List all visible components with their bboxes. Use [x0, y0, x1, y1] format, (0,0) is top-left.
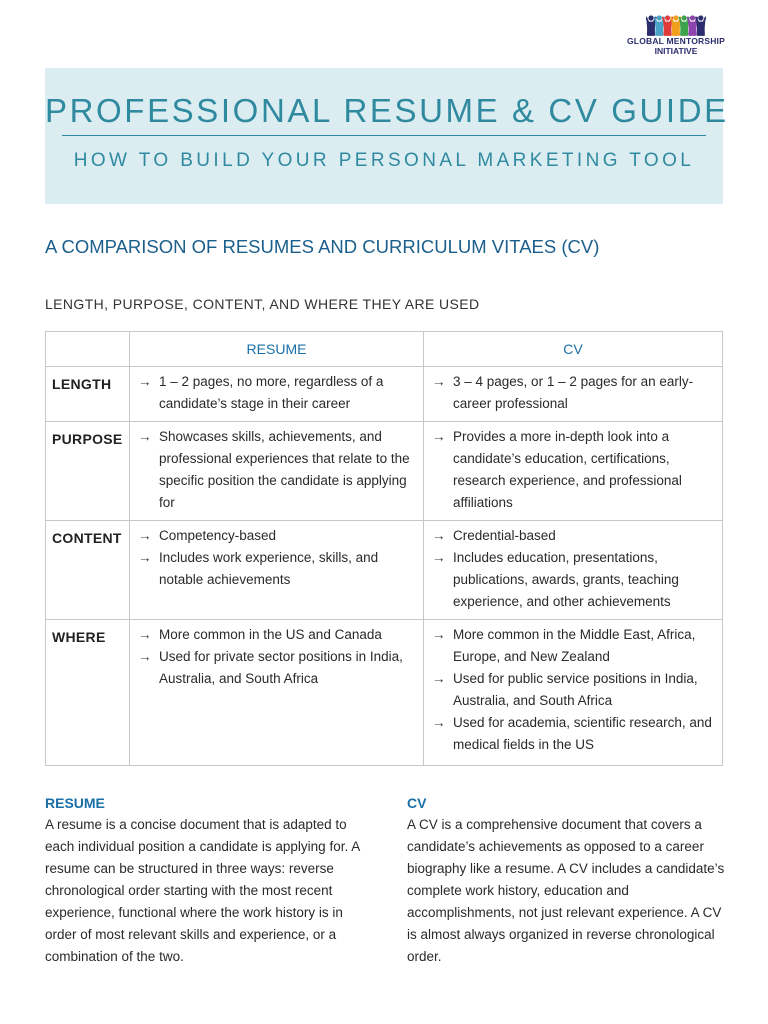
arrow-right-icon: →: [432, 627, 446, 642]
arrow-right-icon: →: [432, 715, 446, 730]
bullet-item: [136, 547, 417, 591]
resume-cell: [130, 521, 424, 620]
page-subtitle: HOW TO BUILD YOUR PERSONAL MARKETING TOOL: [73, 150, 695, 171]
header-empty-cell: [46, 332, 130, 367]
row-label: PURPOSE: [46, 422, 130, 521]
bullet-item: [136, 426, 417, 514]
arrow-right-icon: →: [432, 550, 446, 565]
bullet-text: Includes education, presentations, publications, awards, grants, teaching experience, and other achievements: [453, 550, 679, 609]
cv-cell: [424, 521, 723, 620]
people-figures-icon: [646, 14, 706, 36]
arrow-right-icon: →: [432, 528, 446, 543]
resume-body: A resume is a concise document that is adapted to each individual position a candidate is applying for. A resume can be structured in three ways: reverse chronological order starting with the most recent experience, functional where the work history is in order of most relevant skills and experience, or a combination of the two.: [45, 817, 360, 964]
resume-cell: [130, 620, 424, 766]
arrow-right-icon: →: [138, 528, 152, 543]
resume-description: [45, 793, 365, 968]
title-banner: [45, 68, 729, 204]
resume-cell: [130, 422, 424, 521]
logo-text-line1: GLOBAL MENTORSHIP: [626, 36, 725, 46]
logo-text-line2: INITIATIVE: [654, 46, 698, 56]
bullet-text: More common in the Middle East, Africa, Europe, and New Zealand: [453, 627, 696, 664]
arrow-right-icon: →: [432, 671, 446, 686]
arrow-right-icon: →: [432, 429, 446, 444]
section-subtitle: LENGTH, PURPOSE, CONTENT, AND WHERE THEY ARE USED: [45, 296, 480, 312]
arrow-right-icon: →: [138, 649, 152, 664]
bullet-text: More common in the US and Canada: [159, 627, 382, 642]
cv-description: [407, 793, 729, 968]
bullet-text: 1 – 2 pages, no more, regardless of a candidate’s stage in their career: [159, 374, 384, 411]
bullet-item: [136, 371, 417, 415]
row-label: CONTENT: [46, 521, 130, 620]
bullet-item: [430, 525, 716, 547]
bullet-item: [430, 624, 716, 668]
bullet-text: Used for private sector positions in India, Australia, and South Africa: [159, 649, 403, 686]
resume-cell: [130, 367, 424, 422]
bullet-text: Competency-based: [159, 528, 277, 543]
resume-heading: RESUME: [45, 795, 105, 811]
page-title: PROFESSIONAL RESUME & CV GUIDE: [45, 92, 729, 129]
header-resume: RESUME: [130, 332, 424, 367]
comparison-table: [45, 331, 723, 766]
bullet-text: Used for academia, scientific research, and medical fields in the US: [453, 715, 712, 752]
bullet-text: Used for public service positions in India, Australia, and South Africa: [453, 671, 698, 708]
bullet-text: Showcases skills, achievements, and professional experiences that relate to the specific position the candidate is applying for: [159, 429, 410, 510]
bullet-item: [430, 371, 716, 415]
arrow-right-icon: →: [138, 550, 152, 565]
arrow-right-icon: →: [138, 627, 152, 642]
table-row: [46, 367, 723, 422]
bullet-text: 3 – 4 pages, or 1 – 2 pages for an early-career professional: [453, 374, 694, 411]
row-label: WHERE: [46, 620, 130, 766]
cv-cell: [424, 620, 723, 766]
arrow-right-icon: →: [138, 374, 152, 389]
bullet-item: [136, 624, 417, 646]
table-row: [46, 422, 723, 521]
bullet-text: Provides a more in-depth look into a candidate’s education, certifications, research experience, and professional affiliations: [453, 429, 682, 510]
bullet-text: Includes work experience, skills, and notable achievements: [159, 550, 379, 587]
cv-body: A CV is a comprehensive document that covers a candidate’s achievements as opposed to a career biography like a resume. A CV includes a candidate’s complete work history, education and accomplishments, not just relevant experience. A CV is almost always organized in reverse chronological order.: [407, 817, 725, 964]
bullet-item: [430, 426, 716, 514]
bullet-text: Credential-based: [453, 528, 556, 543]
banner-divider: [62, 135, 706, 136]
header-cv: CV: [424, 332, 723, 367]
bullet-item: [136, 646, 417, 690]
arrow-right-icon: →: [432, 374, 446, 389]
bullet-item: [430, 712, 716, 756]
bullet-item: [136, 525, 417, 547]
section-title: A COMPARISON OF RESUMES AND CURRICULUM VITAES (CV): [45, 236, 600, 257]
table-row: [46, 620, 723, 766]
bullet-item: [430, 547, 716, 613]
cv-cell: [424, 422, 723, 521]
cv-cell: [424, 367, 723, 422]
table-row: [46, 521, 723, 620]
cv-heading: CV: [407, 795, 427, 811]
row-label: LENGTH: [46, 367, 130, 422]
table-header-row: [46, 332, 723, 367]
arrow-right-icon: →: [138, 429, 152, 444]
organization-logo: [624, 14, 728, 56]
bullet-item: [430, 668, 716, 712]
